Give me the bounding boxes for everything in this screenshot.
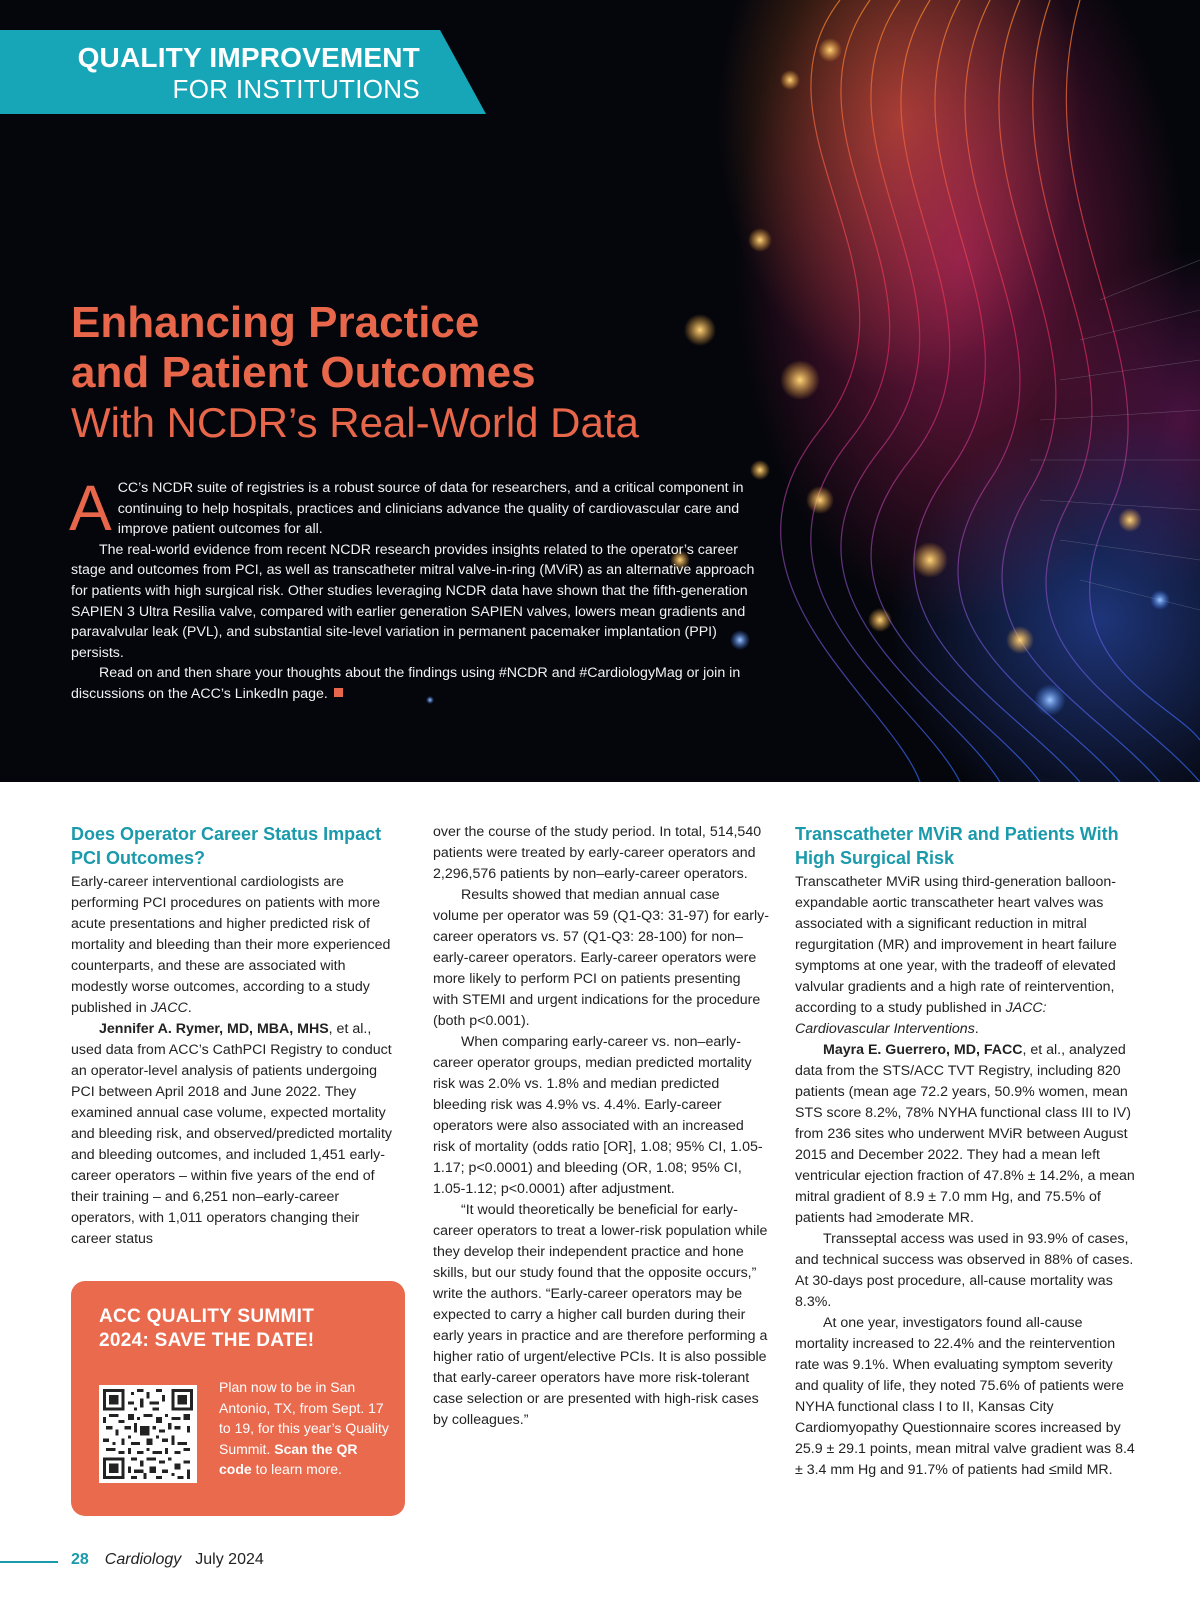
article1-p1-text: Early-career interventional cardiologists are performing PCI procedures on patients with more acute presentations and higher predicted risk of mortality and bleeding than their more experienced counterparts, and these are associated with modestly worse outcomes, according to a study published in — [71, 874, 391, 1016]
intro-paragraph-1 — [69, 472, 773, 544]
article1-paragraph-2 — [71, 1019, 401, 1250]
article2-journal: JACC: Cardiovascular Interventions — [795, 1000, 1047, 1037]
title-subtitle: With NCDR’s Real-World Data — [71, 399, 639, 446]
intro-paragraph-2: The real-world evidence from recent NCDR research provides insights related to the operator’s career stage and outcomes from PCI, as well as transcatheter mitral valve-in-ring (MViR) as an alternative approach for patients with high surgical risk. Other studies leveraging NCDR data have shown that the fifth-generation SAPIEN 3 Ultra Resilia valve, compared with earlier generation SAPIEN valves, lowers mean gradients and paravalvular leak (PVL), and substantial site-level variation in permanent pacemaker implantation (PPI) persists. — [71, 541, 755, 661]
article1-p2-text: , et al., used data from ACC’s CathPCI Registry to conduct an operator-level analysis of patients undergoing PCI between April 2018 and June 2022. They examined annual case volume, expected mortality and bleeding risk, and observed/predicted mortality and bleeding outcomes, and included 1,451 early-career operators – within five years of the end of their training – and 6,251 non–early-career operators, with 1,011 operators changing their career status — [71, 1021, 392, 1247]
summit-cta-end: to learn more. — [251, 1461, 342, 1477]
summit-description: Plan now to be in San Antonio, TX, from Sept. 17 to 19, for this year’s Quality Summit. — [219, 1379, 389, 1457]
intro-paragraph-3 — [71, 663, 773, 704]
intro-text — [69, 472, 773, 705]
magazine-name: Cardiology — [104, 1551, 182, 1568]
article2-p2-text: , et al., analyzed data from the STS/ACC TVT Registry, including 820 patients (mean age 72.2 years, 50.9% women, mean STS score 8.2%, 78% NYHA functional class III to IV) from 236 sites who underwent MViR between August 2015 and December 2022. They had a mean left ventricular ejection fraction of 47.8% ± 14.2%, a mean mitral gradient of 8.9 ± 7.0 mm Hg, and 75.5% of patients had ≥moderate MR. — [795, 1042, 1135, 1226]
article2-paragraph-3: Transseptal access was used in 93.9% of cases, and technical success was observed in 88% of cases. At 30-days post procedure, all-cause mortality was 8.3%. — [795, 1231, 1134, 1310]
intro-p3-text: Read on and then share your thoughts about the findings using #NCDR and #CardiologyMag or join in discussions on the ACC’s LinkedIn page. — [71, 665, 741, 702]
summit-text — [219, 1377, 389, 1480]
article2-heading: Transcatheter MViR and Patients With High Surgical Risk — [795, 824, 1119, 868]
end-mark-icon — [334, 688, 343, 697]
article1-p1-end: . — [187, 1000, 192, 1016]
title-line-1: Enhancing Practice — [71, 298, 480, 347]
article1-paragraph-5: When comparing early-career vs. non–early-career operator groups, median predicted mortality risk was 2.0% vs. 1.8% and median predicted bleeding risk was 4.9% vs. 4.4%. Early-career operators were also associated with an increased risk of mortality (odds ratio [OR], 1.08; 95% CI, 1.05-1.17; p<0.0001) and bleeding (OR, 1.08; 95% CI, 1.05-1.12; p<0.0001) after adjustment. — [433, 1034, 763, 1197]
page-footer — [71, 1551, 264, 1569]
issue-date: July 2024 — [195, 1551, 264, 1568]
banner-title: QUALITY IMPROVEMENT — [77, 42, 420, 73]
article1-heading: Does Operator Career Status Impact PCI Outcomes? — [71, 824, 382, 868]
title-line-2: and Patient Outcomes — [71, 348, 536, 397]
article2-paragraph-1 — [795, 872, 1135, 1040]
footer-rule — [0, 1561, 58, 1563]
article1-paragraph-4: Results showed that median annual case volume per operator was 59 (Q1-Q3: 31-97) for early-career operators vs. 57 (Q1-Q3: 28-100) for non–early-career operators. Early-career operators were more likely to perform PCI on patients presenting with STEMI and urgent indications for the procedure (both p<0.001). — [433, 887, 769, 1029]
article2-p1-end: . — [974, 1021, 979, 1037]
column-1 — [71, 822, 401, 1250]
article2-paragraph-2 — [795, 1040, 1135, 1229]
hero-image — [0, 0, 1200, 782]
article1-paragraph-3: over the course of the study period. In total, 514,540 patients were treated by early-career operators and 2,296,576 patients by non–early-career operators. — [433, 824, 762, 882]
banner-subtitle: FOR INSTITUTIONS — [172, 74, 420, 104]
qr-code-graphic — [103, 1389, 193, 1479]
summit-title-line-2: 2024: SAVE THE DATE! — [99, 1330, 315, 1351]
qr-code-icon[interactable] — [99, 1385, 197, 1483]
article2-author: Mayra E. Guerrero, MD, FACC — [823, 1042, 1023, 1058]
summit-title-line-1: ACC QUALITY SUMMIT — [99, 1306, 315, 1327]
article-title — [71, 298, 771, 448]
article2-paragraph-4: At one year, investigators found all-cause mortality increased to 22.4% and the reintervention rate was 9.1%. When evaluating symptom severity and quality of life, they noted 75.6% of patients were NYHA functional class I to II, Kansas City Cardiomyopathy Questionnaire scores increased by 25.9 ± 29.1 points, mean mitral valve gradient was 8.4 ± 3.4 mm Hg and 91.7% of patients had ≤mild MR. — [795, 1315, 1135, 1478]
column-2 — [433, 822, 769, 1431]
intro-p1-text: CC’s NCDR suite of registries is a robust source of data for researchers, and a critical component in continuing to help hospitals, practices and clinicians advance the quality of cardiovascular care and improve patient outcomes for all. — [117, 480, 744, 538]
article1-paragraph-1 — [71, 872, 401, 1019]
column-3 — [795, 822, 1135, 1481]
page-number: 28 — [71, 1551, 89, 1568]
section-banner — [0, 30, 486, 114]
summit-title — [99, 1305, 389, 1353]
article1-journal: JACC — [150, 1000, 188, 1016]
article2-p1-text: Transcatheter MViR using third-generation balloon-expandable aortic transcatheter heart valves was associated with a significant reduction in mitral regurgitation (MR) and improvement in heart failure symptoms at one year, with the tradeoff of elevated valvular gradients and a high rate of reintervention, according to a study published in — [795, 874, 1117, 1016]
summit-cta: Scan the QR code — [219, 1440, 358, 1477]
article1-paragraph-6: “It would theoretically be beneficial for early-career operators to treat a lower-risk population while they develop their independent practice and hone skills, but our study found that the opposite occurs,” write the authors. “Early-career operators may be expected to carry a higher call burden during their early years in practice and are therefore performing a higher ratio of urgent/elective PCIs. It is also possible that early-career operators have more risk-tolerant case selection or are presented with high-risk cases by colleagues.” — [433, 1202, 768, 1428]
article1-author: Jennifer A. Rymer, MD, MBA, MHS — [99, 1021, 329, 1037]
quality-summit-callout — [71, 1281, 405, 1516]
drop-cap: A — [69, 472, 112, 544]
